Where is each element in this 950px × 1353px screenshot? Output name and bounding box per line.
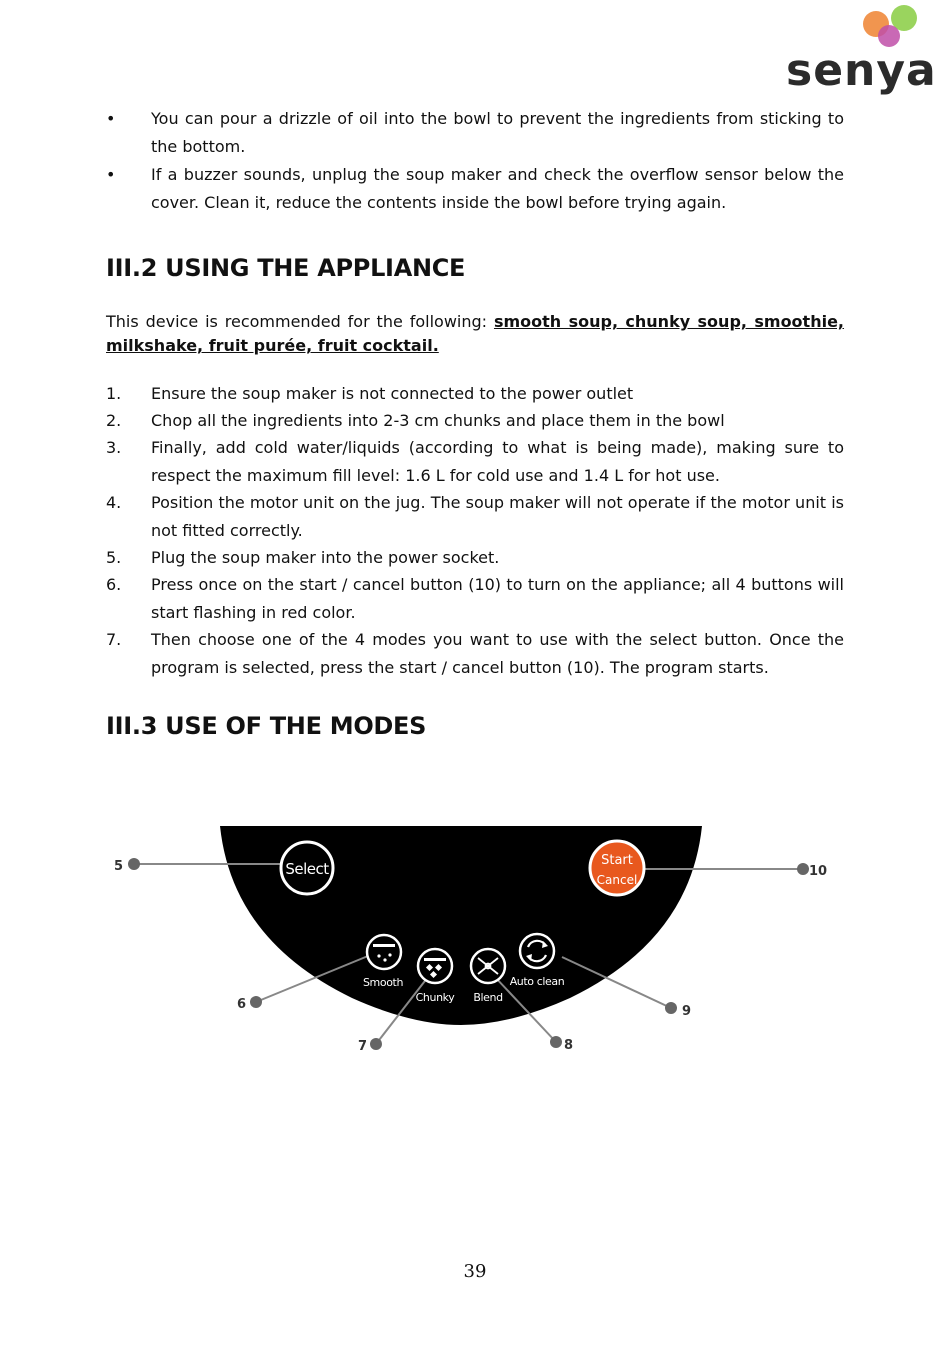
bullet-marker: • bbox=[106, 109, 116, 128]
select-button[interactable] bbox=[281, 842, 333, 894]
step-text: Press once on the start / cancel button (10) to turn on the appliance; all 4 buttons will start flashing in red color. bbox=[151, 575, 844, 622]
smooth-label: Smooth bbox=[362, 976, 404, 989]
bullet-text: You can pour a drizzle of oil into the bowl to prevent the ingredients from sticking to the bottom. bbox=[151, 109, 844, 156]
logo-text: senya bbox=[786, 45, 937, 96]
callout-dot-6 bbox=[250, 996, 262, 1008]
chunky-icon bbox=[424, 958, 446, 961]
step-text: Ensure the soup maker is not connected to the power outlet bbox=[151, 384, 634, 403]
start-label: Start bbox=[601, 853, 633, 868]
callout-5: 5 bbox=[114, 859, 124, 874]
section-heading: III.2 USING THE APPLIANCE bbox=[106, 254, 466, 282]
select-label: Select bbox=[285, 860, 329, 878]
cancel-label: Cancel bbox=[596, 873, 638, 887]
intro-paragraph bbox=[106, 310, 844, 358]
callout-dot-8 bbox=[550, 1036, 562, 1048]
callout-8: 8 bbox=[564, 1038, 574, 1053]
smooth-icon bbox=[373, 944, 395, 947]
auto-clean-label: Auto clean bbox=[509, 975, 565, 988]
blend-label: Blend bbox=[473, 991, 503, 1004]
step-text: Position the motor unit on the jug. The soup maker will not operate if the motor unit is not fitted correctly. bbox=[151, 493, 844, 540]
step-text: Then choose one of the 4 modes you want to use with the select button. Once the program is selected, press the start / cancel button (10). The program starts. bbox=[151, 630, 844, 677]
bullet-marker: • bbox=[106, 165, 116, 184]
callout-9: 9 bbox=[682, 1004, 692, 1019]
section-heading: III.3 USE OF THE MODES bbox=[106, 712, 427, 740]
callout-7: 7 bbox=[358, 1039, 368, 1054]
recommended-uses: smooth soup, chunky soup, smoothie, milkshake, fruit purée, fruit cocktail. bbox=[106, 312, 845, 355]
step-text: Plug the soup maker into the power socket. bbox=[151, 548, 500, 567]
start-cancel-button[interactable] bbox=[590, 841, 644, 895]
step-number: 4. bbox=[106, 493, 122, 512]
page-number: 39 bbox=[463, 1261, 487, 1282]
step-number: 3. bbox=[106, 438, 122, 457]
callout-dot-5 bbox=[128, 858, 140, 870]
callout-6: 6 bbox=[237, 997, 247, 1012]
callout-dot-9 bbox=[665, 1002, 677, 1014]
step-number: 2. bbox=[106, 411, 122, 430]
step-number: 5. bbox=[106, 548, 122, 567]
step-number: 1. bbox=[106, 384, 122, 403]
smooth-button[interactable] bbox=[363, 935, 403, 989]
callout-10: 10 bbox=[809, 864, 828, 879]
step-text: Finally, add cold water/liquids (according to what is being made), making sure to respect the maximum fill level: 1.6 L for cold use and 1.4 L for hot use. bbox=[151, 438, 844, 485]
step-number: 6. bbox=[106, 575, 122, 594]
bullet-text: If a buzzer sounds, unplug the soup maker and check the overflow sensor below the cover. Clean it, reduce the contents inside the bowl before trying again. bbox=[151, 165, 844, 212]
chunky-button[interactable] bbox=[416, 949, 456, 1004]
callout-dot-10 bbox=[797, 863, 809, 875]
blend-button[interactable] bbox=[471, 949, 505, 1004]
chunky-label: Chunky bbox=[415, 991, 455, 1004]
intro-text: This device is recommended for the following: bbox=[106, 312, 488, 331]
step-text: Chop all the ingredients into 2-3 cm chunks and place them in the bowl bbox=[151, 411, 725, 430]
callout-dot-7 bbox=[370, 1038, 382, 1050]
step-number: 7. bbox=[106, 630, 122, 649]
brand-logo bbox=[786, 2, 936, 100]
control-panel-diagram bbox=[100, 820, 840, 1070]
